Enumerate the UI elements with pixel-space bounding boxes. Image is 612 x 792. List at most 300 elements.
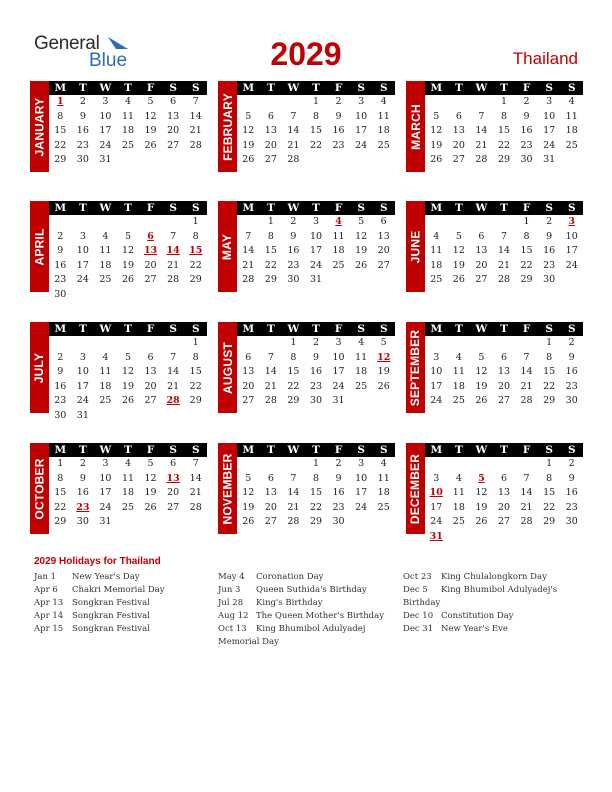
weekday-label: M [54,323,67,335]
weekday-label: S [545,323,553,335]
day-cell: 6 [500,472,508,484]
day-cell: 21 [167,380,180,392]
day-cell: 11 [452,366,465,378]
weekday-label: W [475,323,488,335]
day-cell: 1 [523,216,530,227]
day-cell: 26 [452,274,465,286]
day-cell: 23 [54,274,67,286]
day-cell: 25 [99,274,112,286]
day-cell: 5 [124,351,132,363]
day-cell: 11 [452,487,465,499]
day-cell: 18 [99,259,112,271]
day-cell: 29 [543,516,556,528]
weekday-label: W [287,202,300,214]
day-cell: 28 [497,274,511,286]
day-cell: 27 [264,516,277,528]
day-grid [237,95,395,168]
month-november [218,443,395,535]
day-cell: 15 [543,487,556,499]
day-cell: 11 [430,245,443,257]
weekday-label: W [99,202,112,214]
weekday-label: S [169,82,177,94]
day-cell: 23 [332,139,345,151]
weekday-label: W [287,323,300,335]
holiday-day-cell: 3 [568,216,576,227]
day-cell: 16 [565,487,578,499]
day-cell: 12 [242,125,255,137]
day-cell: 12 [452,245,465,257]
day-cell: 16 [76,125,89,137]
day-cell: 28 [264,395,277,407]
day-cell: 19 [144,487,157,499]
weekday-label: T [500,323,508,335]
day-cell: 6 [478,230,485,242]
day-cell: 16 [54,380,67,392]
day-cell: 12 [430,125,443,137]
day-cell: 20 [475,259,488,271]
day-cell: 22 [287,380,300,392]
weekday-header [425,322,583,336]
day-cell: 9 [568,351,575,363]
day-cell: 20 [167,125,180,137]
day-cell: 4 [380,96,387,107]
month-october [30,443,207,535]
holiday-item: Dec 5 King Bhumibol Adulyadej's Birthday [403,585,558,608]
day-grid [425,336,583,409]
day-cell: 31 [99,154,112,166]
day-cell: 23 [565,501,578,513]
weekday-header [49,443,207,457]
day-cell: 13 [475,245,488,257]
weekday-label: W [287,82,300,94]
weekday-label: S [545,444,553,456]
day-cell: 2 [568,337,575,348]
day-cell: 13 [497,487,511,499]
weekday-label: W [99,323,112,335]
weekday-label: S [191,82,200,94]
day-cell: 26 [121,274,135,286]
holiday-item: May 4 Coronation Day [218,572,324,582]
holiday-day-cell: 23 [76,501,90,513]
day-cell: 16 [309,366,323,378]
day-cell: 5 [124,230,132,242]
day-cell: 15 [309,487,323,499]
empty-cell [237,336,260,351]
weekday-label: T [312,202,320,214]
day-cell: 23 [565,380,578,392]
day-cell: 4 [102,230,109,242]
weekday-label: F [334,82,343,94]
month-name: SEPTEMBER [408,329,423,406]
day-cell: 2 [79,96,86,107]
empty-cell [117,215,140,230]
weekday-label: M [242,444,255,456]
day-cell: 19 [475,380,488,392]
day-cell: 22 [309,139,323,151]
day-cell: 28 [287,154,300,166]
day-cell: 19 [377,366,390,378]
day-grid [237,215,395,288]
day-cell: 1 [546,337,553,348]
day-cell: 2 [568,458,575,469]
day-cell: 13 [167,110,180,122]
day-cell: 8 [312,110,320,122]
month-july [30,322,207,421]
day-cell: 9 [79,110,86,122]
month-march [406,81,583,173]
day-cell: 28 [287,516,300,528]
weekday-label: F [146,202,155,214]
day-cell: 24 [99,501,112,513]
day-cell: 10 [543,110,556,122]
day-cell: 28 [167,274,180,286]
day-cell: 25 [430,274,443,286]
day-cell: 18 [121,125,135,137]
day-cell: 13 [377,230,390,242]
day-cell: 10 [355,110,368,122]
day-cell: 28 [475,154,488,166]
day-grid [49,95,207,168]
day-cell: 20 [377,245,390,257]
day-cell: 2 [312,337,320,348]
day-cell: 7 [192,458,199,469]
day-cell: 14 [189,472,202,484]
day-cell: 15 [287,366,300,378]
empty-cell [72,215,95,230]
day-cell: 23 [76,139,89,151]
day-cell: 7 [267,351,274,363]
empty-cell [260,95,283,110]
holiday-item: Jan 1 New Year's Day [34,572,140,582]
day-cell: 21 [520,380,533,392]
day-cell: 20 [497,501,511,513]
empty-cell [139,336,162,351]
day-cell: 24 [76,274,89,286]
day-cell: 21 [287,139,300,151]
empty-cell [470,336,493,351]
day-cell: 25 [565,139,578,151]
weekday-label: T [78,82,87,94]
day-cell: 10 [76,366,89,378]
day-cell: 2 [546,216,553,227]
day-cell: 26 [242,154,255,166]
month-name: MAY [220,233,235,260]
day-cell: 20 [144,380,157,392]
empty-cell [282,457,305,472]
day-cell: 20 [264,139,277,151]
weekday-label: T [312,82,320,94]
empty-cell [515,457,538,472]
day-cell: 25 [452,395,465,407]
day-cell: 9 [290,230,297,242]
day-cell: 9 [57,245,64,257]
day-cell: 30 [54,409,67,421]
day-cell: 12 [475,487,488,499]
empty-cell [237,457,260,472]
day-cell: 7 [290,110,297,122]
day-cell: 2 [79,458,86,469]
day-cell: 25 [121,139,135,151]
day-cell: 8 [290,351,297,363]
day-cell: 26 [144,501,157,513]
day-cell: 3 [546,96,553,107]
day-cell: 13 [264,487,277,499]
day-cell: 10 [99,110,112,122]
day-cell: 23 [520,139,533,151]
weekday-label: F [146,82,155,94]
weekday-label: S [379,82,388,94]
day-cell: 3 [433,351,440,363]
holiday-item: Dec 31 New Year's Eve [403,624,508,634]
day-cell: 17 [76,259,89,271]
holiday-item: Aug 12 The Queen Mother's Birthday [218,611,384,621]
weekday-label: M [242,323,255,335]
empty-cell [94,215,117,230]
day-cell: 14 [287,487,300,499]
weekday-label: F [334,202,343,214]
weekday-label: S [357,82,365,94]
empty-cell [425,215,448,230]
day-cell: 22 [520,259,533,271]
month-name: NOVEMBER [220,453,235,524]
holidays-column-1 [34,571,214,636]
day-cell: 28 [189,501,202,513]
day-grid [49,457,207,530]
day-cell: 12 [475,366,488,378]
day-cell: 17 [355,487,368,499]
day-cell: 10 [565,230,578,242]
empty-cell [117,336,140,351]
holidays-title: 2029 Holidays for Thailand [34,556,161,567]
day-cell: 4 [455,472,462,484]
day-cell: 29 [543,395,556,407]
day-cell: 1 [192,216,199,227]
day-cell: 7 [170,351,177,363]
day-cell: 20 [452,139,465,151]
day-cell: 24 [430,516,443,528]
logo-text-general: General [34,33,100,54]
empty-cell [470,95,493,110]
month-january [30,81,207,173]
day-cell: 6 [170,458,177,469]
day-cell: 24 [543,139,556,151]
weekday-header [237,81,395,95]
weekday-label: M [54,82,67,94]
empty-cell [448,95,471,110]
day-cell: 28 [520,395,533,407]
day-cell: 18 [99,380,112,392]
day-cell: 14 [475,125,488,137]
day-cell: 1 [57,458,64,469]
day-cell: 27 [497,516,511,528]
weekday-label: T [78,444,87,456]
day-cell: 8 [546,351,553,363]
day-cell: 18 [430,259,443,271]
weekday-label: F [522,82,531,94]
day-cell: 22 [264,259,277,271]
day-cell: 10 [332,351,345,363]
day-cell: 14 [167,366,180,378]
month-name: OCTOBER [32,457,47,520]
day-cell: 18 [565,125,578,137]
weekday-label: T [124,323,132,335]
day-cell: 22 [54,501,67,513]
holiday-day-cell: 5 [478,472,485,484]
empty-cell [470,215,493,230]
weekday-label: F [522,202,531,214]
day-cell: 26 [475,395,488,407]
day-cell: 29 [54,516,67,528]
weekday-label: W [475,82,488,94]
day-cell: 30 [565,395,578,407]
day-cell: 19 [475,501,488,513]
day-cell: 24 [355,139,368,151]
day-cell: 27 [167,139,180,151]
month-name: JANUARY [32,97,47,156]
day-cell: 20 [144,259,157,271]
day-cell: 6 [267,472,274,484]
day-cell: 18 [332,245,345,257]
day-cell: 3 [433,472,440,484]
day-cell: 24 [309,259,323,271]
day-cell: 29 [520,274,533,286]
day-cell: 16 [565,366,578,378]
day-cell: 24 [355,501,368,513]
day-grid [237,336,395,409]
month-september [406,322,583,414]
day-grid [425,215,583,288]
empty-cell [72,336,95,351]
weekday-label: S [567,444,576,456]
day-cell: 12 [355,230,368,242]
day-cell: 20 [264,501,277,513]
weekday-label: T [454,82,463,94]
day-cell: 12 [121,366,135,378]
day-cell: 1 [500,96,508,107]
day-cell: 25 [355,380,368,392]
weekday-label: M [430,323,443,335]
day-cell: 17 [430,501,443,513]
weekday-label: M [242,202,255,214]
weekday-label: M [54,444,67,456]
day-cell: 29 [189,395,202,407]
month-august [218,322,395,414]
day-cell: 30 [76,154,89,166]
weekday-header [425,81,583,95]
day-cell: 3 [102,458,109,469]
day-cell: 27 [264,154,277,166]
day-cell: 4 [433,230,440,242]
day-cell: 21 [497,259,511,271]
day-cell: 31 [309,274,323,286]
day-cell: 30 [520,154,533,166]
month-name: JUNE [408,230,423,263]
weekday-label: F [522,444,531,456]
day-cell: 24 [565,259,578,271]
weekday-label: W [475,444,488,456]
month-may [218,201,395,293]
day-cell: 7 [478,110,485,122]
day-cell: 7 [245,230,252,242]
weekday-label: T [266,82,275,94]
weekday-label: T [266,323,275,335]
day-cell: 11 [377,110,390,122]
day-cell: 8 [500,110,508,122]
day-cell: 1 [267,216,274,227]
day-cell: 4 [124,96,132,107]
weekday-label: M [54,202,67,214]
day-cell: 17 [76,380,89,392]
day-cell: 14 [287,125,300,137]
day-cell: 27 [144,395,157,407]
day-cell: 17 [565,245,578,257]
day-cell: 18 [377,125,390,137]
holiday-item: Apr 13 Songkran Festival [34,598,150,608]
day-cell: 12 [242,487,255,499]
holiday-day-cell: 13 [166,472,180,484]
day-cell: 7 [192,96,199,107]
day-cell: 22 [309,501,323,513]
day-cell: 8 [546,472,553,484]
day-cell: 15 [189,366,202,378]
day-cell: 7 [170,230,177,242]
day-cell: 17 [430,380,443,392]
holiday-day-cell: 1 [56,96,64,107]
day-cell: 17 [355,125,368,137]
day-cell: 2 [335,458,342,469]
day-cell: 27 [144,274,157,286]
day-cell: 31 [543,154,556,166]
day-cell: 22 [54,139,67,151]
day-cell: 28 [242,274,255,286]
day-cell: 16 [520,125,533,137]
day-cell: 14 [242,245,255,257]
day-cell: 26 [121,395,135,407]
day-cell: 27 [167,501,180,513]
day-cell: 4 [358,337,365,348]
weekday-label: T [312,323,320,335]
weekday-header [49,201,207,215]
day-cell: 21 [189,487,202,499]
empty-cell [470,457,493,472]
day-cell: 11 [355,351,368,363]
day-cell: 19 [144,125,157,137]
day-cell: 5 [380,337,387,348]
day-cell: 2 [57,230,64,242]
weekday-label: F [146,444,155,456]
day-cell: 26 [144,139,157,151]
holiday-item: Jun 3 Queen Suthida's Birthday [218,585,367,595]
day-grid [425,95,583,168]
day-cell: 30 [76,516,89,528]
day-cell: 13 [497,366,511,378]
day-cell: 12 [121,245,135,257]
day-cell: 31 [332,395,345,407]
day-cell: 31 [99,516,112,528]
empty-cell [425,95,448,110]
day-cell: 5 [245,110,252,122]
day-cell: 18 [121,487,135,499]
day-cell: 11 [121,110,135,122]
day-cell: 21 [242,259,255,271]
day-cell: 18 [452,380,465,392]
day-cell: 24 [76,395,89,407]
weekday-label: M [430,444,443,456]
weekday-label: T [124,444,132,456]
weekday-label: M [242,82,255,94]
day-cell: 31 [76,409,89,421]
day-cell: 21 [475,139,488,151]
